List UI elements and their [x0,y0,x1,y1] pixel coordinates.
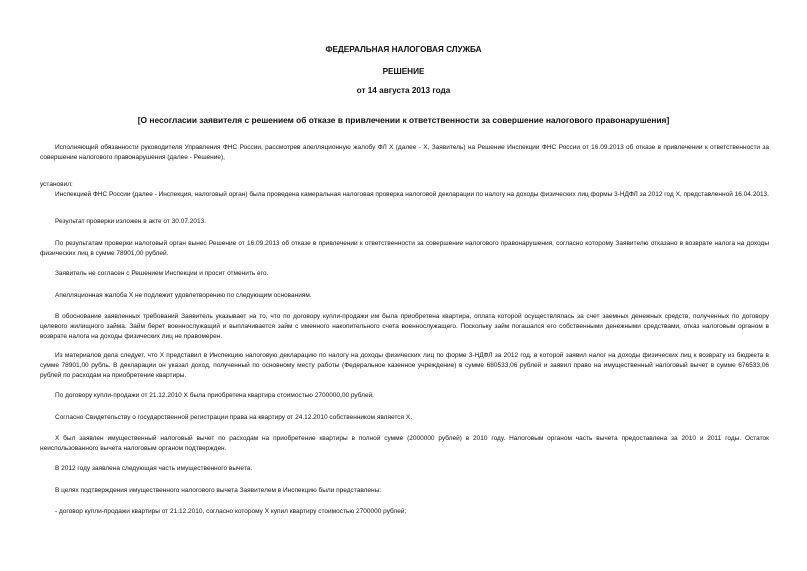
paragraph-submitted: В целях подтверждения имущественного налогового вычета Заявителем в Инспекцию были представлены: [55,487,382,494]
paragraph-case-materials: Из материалов дела следует, что Х представил в Инспекцию налоговую декларацию по налогу на доходы физических лиц по форме 3-НДФЛ за 2012 год, в которой заявил налог на доходы физических лиц к возврату из бюджета в сумме 78901,00 рубль. В декларации он указал доход, полученный по основному месту работы (Федеральное казенное учреждение) в сумме 680533,06 рублей и заявил право на имущественный налоговый вычет в сумме 676533,06 рублей по расходам на приобретение квартиры. [40,352,769,379]
paragraph-intro: Исполняющий обязанности руководителя Управления ФНС России, рассмотрев апелляционную жалобу ФЛ Х (далее - Х, Заявитель) на Решение Инспекции ФНС России от 16.09.2013 об отказе в привлечении к ответственности за совершение налогового правонарушения (далее - Решение), [40,144,769,161]
paragraph-inspection: Инспекцией ФНС России (далее - Инспекция, налоговый орган) была проведена камеральная налоговая проверка налоговой декларации по налогу на доходы физических лиц формы 3-НДФЛ за 2012 год Х, представленной 16.04.2013. [55,191,769,198]
paragraph-results: По результатам проверки налоговый орган вынес Решение от 16.09.2013 об отказе в привлечении к ответственности за совершение налогового правонарушения, согласно которому Заявителю отказано в возврате налога на доходы физических лиц в сумме 78901,00 рублей. [40,240,769,257]
paragraph-list-item: - договор купли-продажи квартиры от 21.12.2010, согласно которому Х купил квартиру стоимостью 2700000 рублей; [55,508,407,515]
document-subject: [О несогласии заявителя с решением об отказе в привлечении к ответственности за совершение налогового правонарушения] [137,115,670,125]
agency-title: ФЕДЕРАЛЬНАЯ НАЛОГОВАЯ СЛУЖБА [325,45,482,54]
paragraph-2012: В 2012 году заявлена следующая часть имущественного вычета. [55,465,253,472]
paragraph-disagree: Заявитель не согласен с Решением Инспекции и просит отменить его. [55,270,269,277]
paragraph-justification: В обоснование заявленных требований Заявитель указывает на то, что по договору купли-продажи им была приобретена квартира, оплата которой осуществлялась за счет заемных денежных средств, полученных по договору целевого жилищного займа. Займ берет военнослужащий и выплачивается займ с именного накопительного счета военнослужащего. Поскольку займ погашался его собственными денежными средствами, отказ налоговым органом в возврате налога на доходы физических лиц не правомерен. [40,313,769,340]
paragraph-deduction: Х был заявлен имущественный налоговый вычет по расходам на приобретение квартиры в полной сумме (2000000 рублей) в 2010 году. Налоговым органом часть вычета предоставлена за 2010 и 2011 годы. Остаток неиспользованного вычета налоговым органом подтвержден. [40,435,769,452]
document-date: от 14 августа 2013 года [356,86,451,95]
paragraph-ustanovil: установил: [40,181,73,188]
paragraph-act: Результат проверки изложен в акте от 30.07.2013. [55,218,207,225]
document-type: РЕШЕНИЕ [382,67,425,76]
paragraph-certificate: Согласно Свидетельству о государственной регистрации права на квартиру от 24.12.2010 собственником является Х. [55,414,413,421]
paragraph-contract: По договору купли-продажи от 21.12.2010 Х была приобретена квартира стоимостью 2700000,00 рублей. [55,392,375,399]
paragraph-appeal: Апелляционная жалоба Х не подлежит удовлетворению по следующим основаниям. [55,292,312,299]
